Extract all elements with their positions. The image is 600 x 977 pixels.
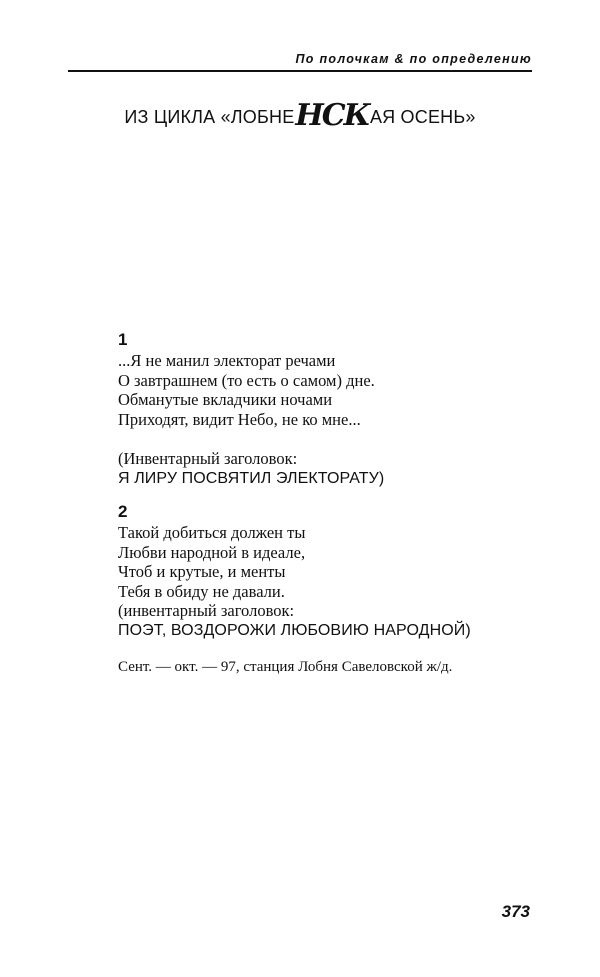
poem-line: Обманутые вкладчики ночами bbox=[118, 390, 333, 409]
poem-line: Приходят, видит Небо, не ко мне... bbox=[118, 409, 361, 429]
inventory-title: ПОЭТ, ВОЗДОРОЖИ ЛЮБОВИЮ НАРОДНОЙ) bbox=[118, 621, 471, 639]
poem-line: Такой добиться должен ты bbox=[118, 523, 306, 542]
poem-line: Чтоб и крутые, и менты bbox=[118, 562, 286, 581]
poem-line: ...Я не манил электорат речами bbox=[118, 351, 336, 370]
page-number: 373 bbox=[501, 902, 530, 921]
poem-number: 1 bbox=[118, 330, 128, 349]
title-prefix: ИЗ ЦИКЛА «ЛОБНЕ bbox=[124, 107, 295, 127]
poem-body bbox=[118, 330, 538, 678]
title-suffix: АЯ ОСЕНЬ» bbox=[369, 107, 476, 127]
poem-number: 2 bbox=[118, 502, 128, 521]
running-head: По полочкам & по определению bbox=[295, 52, 532, 66]
page-title bbox=[0, 96, 600, 131]
poem-2 bbox=[118, 502, 538, 640]
dateline: Сент. — окт. — 97, станция Лобня Савеловской ж/д. bbox=[118, 659, 453, 675]
inventory-label: (Инвентарный заголовок: bbox=[118, 449, 298, 468]
poem-line: Тебя в обиду не давали. bbox=[118, 581, 285, 601]
poem-1 bbox=[118, 330, 538, 488]
poem-line: О завтрашнем (то есть о самом) дне. bbox=[118, 370, 375, 390]
stanza-gap bbox=[118, 429, 538, 449]
header-rule bbox=[68, 70, 532, 72]
inventory-title: Я ЛИРУ ПОСВЯТИЛ ЭЛЕКТОРАТУ) bbox=[118, 469, 385, 487]
title-handwritten: НСК bbox=[295, 98, 369, 133]
inventory-label: (инвентарный заголовок: bbox=[118, 601, 295, 620]
poem-gap bbox=[118, 488, 538, 502]
poem-line: Любви народной в идеале, bbox=[118, 542, 306, 562]
